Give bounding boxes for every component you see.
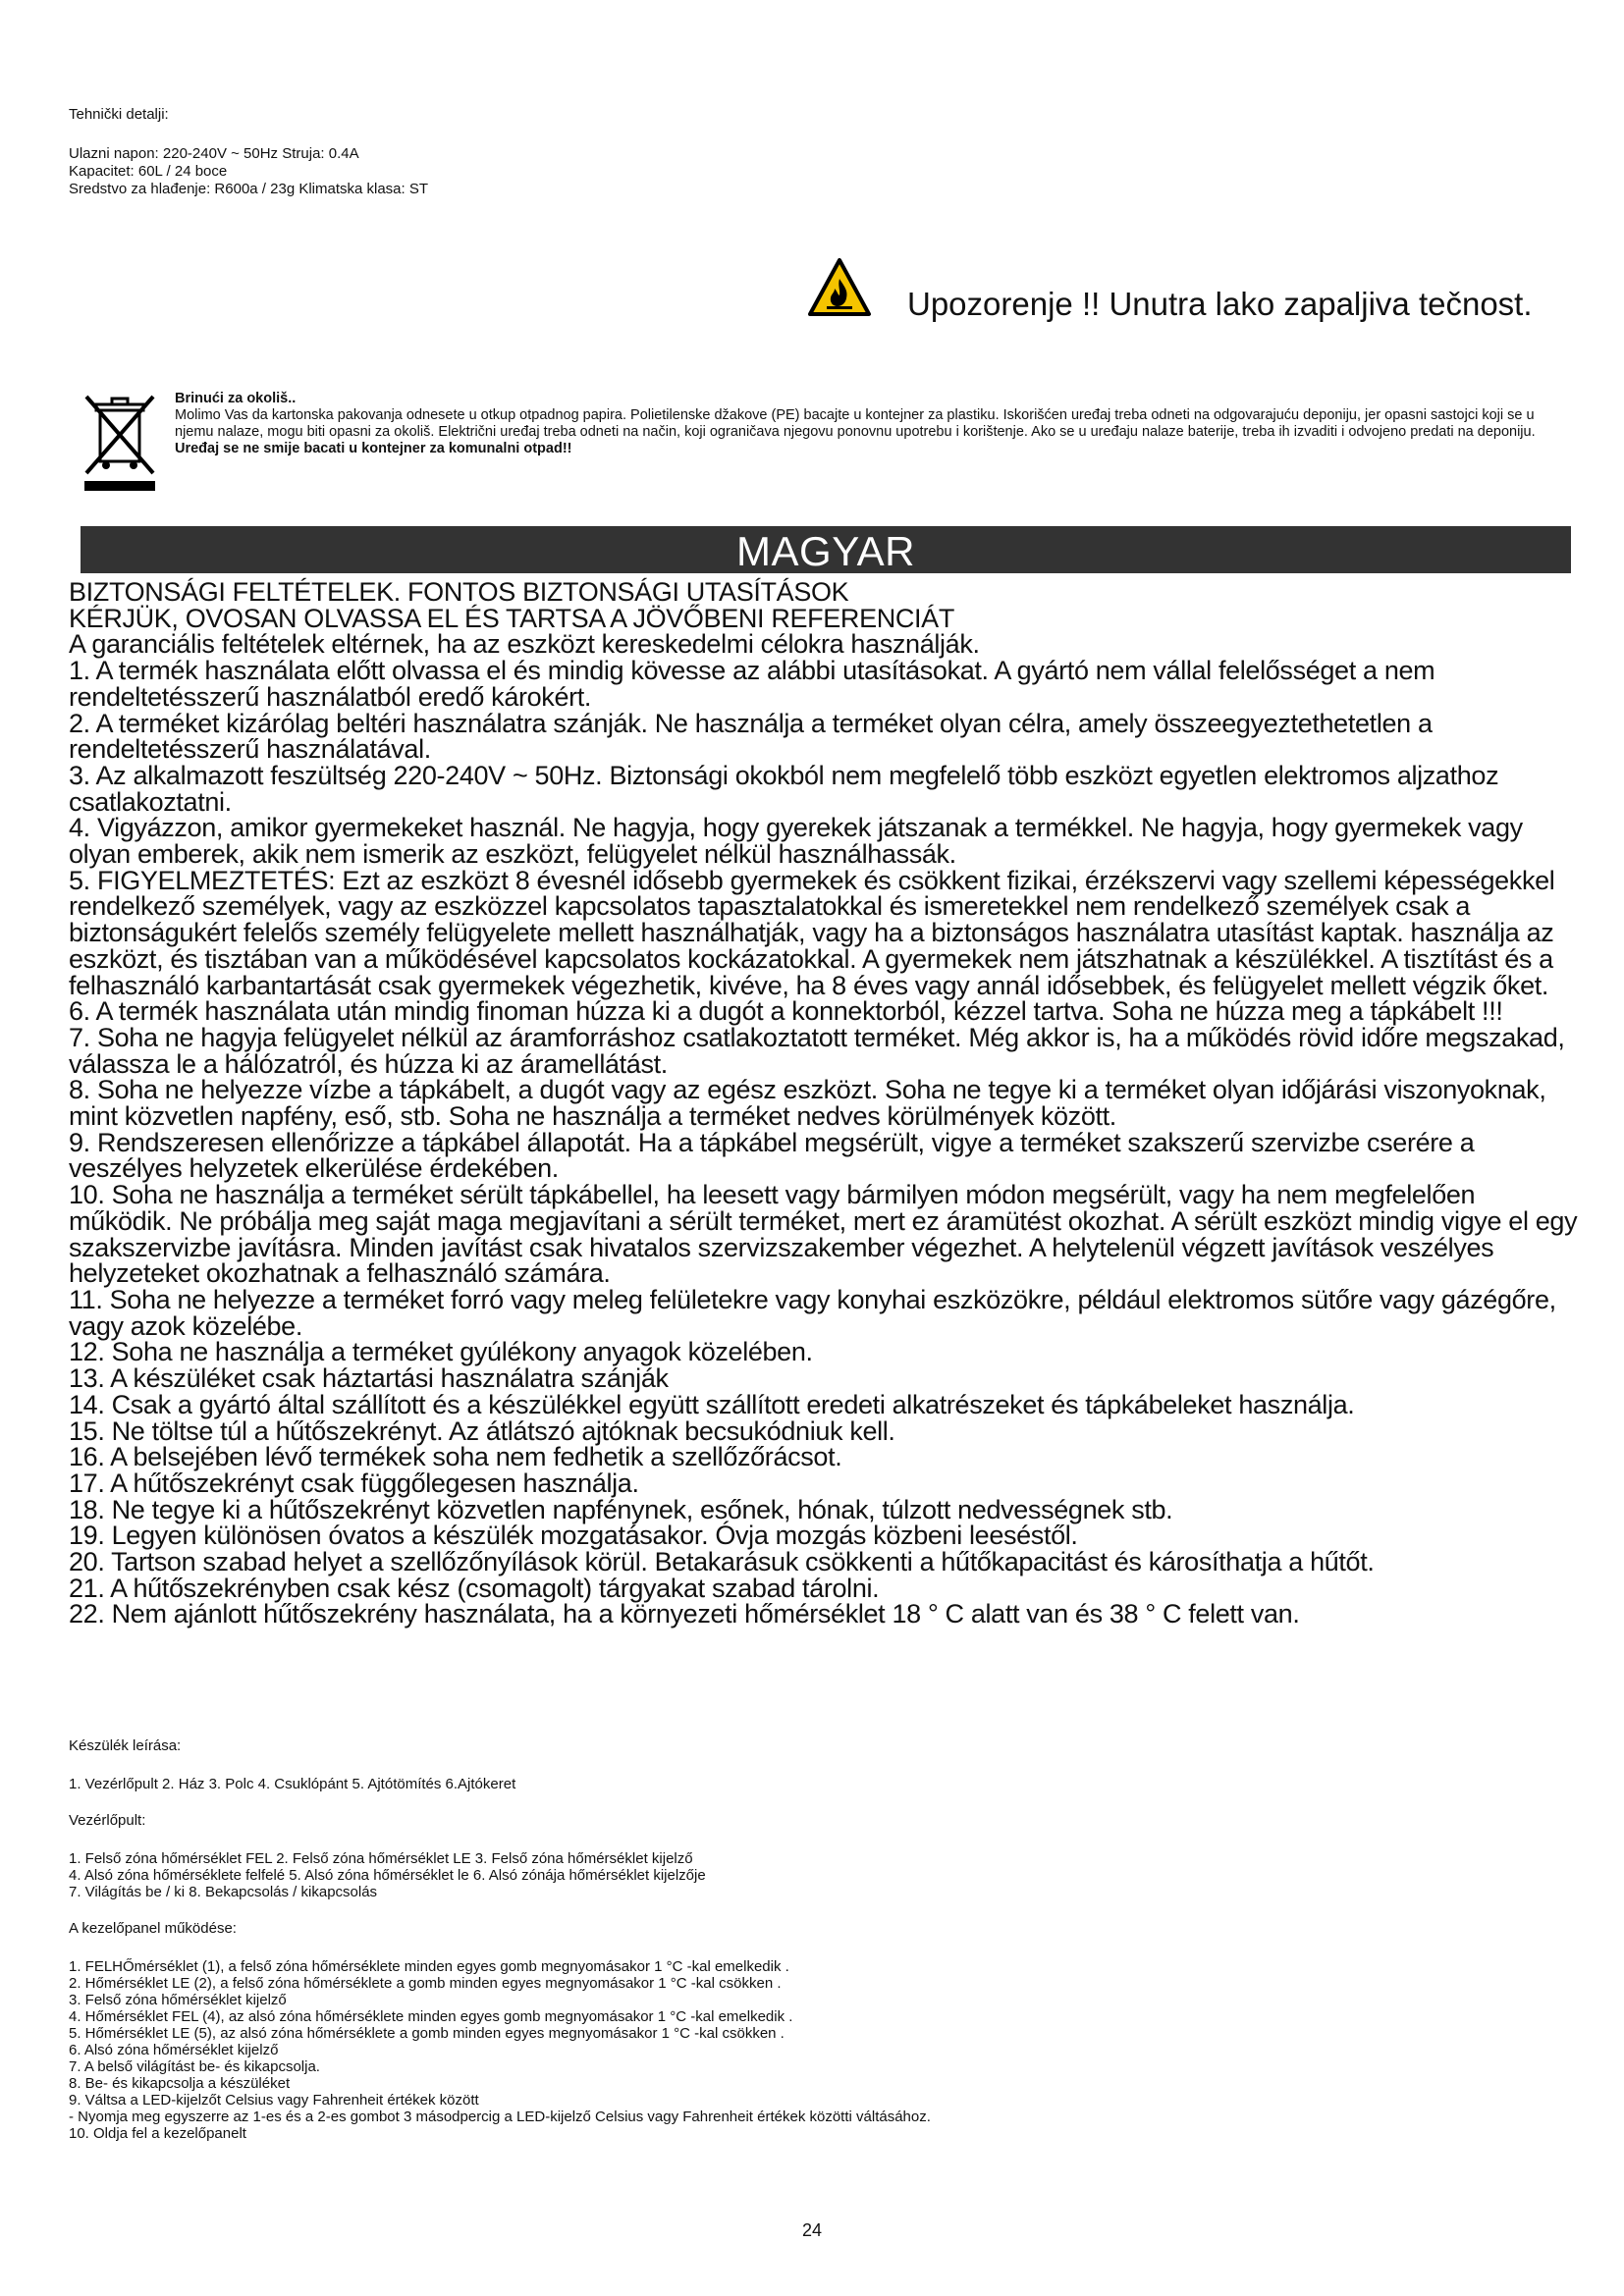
safety-item: 9. Rendszeresen ellenőrizze a tápkábel állapotát. Ha a tápkábel megsérült, vigye a terméket szakszerű szervizbe cserére a veszélyes helyzetek elkerülése érdekében. bbox=[69, 1127, 1475, 1184]
safety-item: 14. Csak a gyártó által szállított és a készülékkel együtt szállított eredeti alkatrészeket és tápkábeleket használja. bbox=[69, 1389, 1355, 1419]
operation-item: - Nyomja meg egyszerre az 1-es és a 2-es gombot 3 másodpercig a LED-kijelző Celsius vagy Fahrenheit értékek közötti váltásához. bbox=[69, 2109, 931, 2125]
technical-details bbox=[69, 106, 428, 198]
operation-item: 2. Hőmérséklet LE (2), a felső zóna hőmérséklete a gomb minden egyes megnyomásakor 1 °C -kal csökken . bbox=[69, 1975, 782, 1992]
device-description-label: Készülék leírása: bbox=[69, 1737, 182, 1754]
control-panel-line: 7. Világítás be / ki 8. Bekapcsolás / kikapcsolás bbox=[69, 1884, 378, 1900]
operation-item: 3. Felső zóna hőmérséklet kijelző bbox=[69, 1992, 287, 2008]
technical-line: Ulazni napon: 220-240V ~ 50Hz Struja: 0.4A bbox=[69, 145, 359, 162]
safety-item: 15. Ne töltse túl a hűtőszekrényt. Az átlátszó ajtóknak becsukódniuk kell. bbox=[69, 1415, 895, 1446]
device-parts: 1. Vezérlőpult 2. Ház 3. Polc 4. Csuklópánt 5. Ajtótömítés 6.Ajtókeret bbox=[69, 1776, 516, 1792]
safety-item: 20. Tartson szabad helyet a szellőzőnyílások körül. Betakarásuk csökkenti a hűtőkapacitást és károsíthatja a hűtőt. bbox=[69, 1547, 1375, 1577]
safety-instructions bbox=[69, 579, 1581, 1628]
safety-item: 8. Soha ne helyezze vízbe a tápkábelt, a dugót vagy az egész eszközt. Soha ne tegye ki a terméket olyan időjárási viszonyoknak, mint közvetlen napfény, eső, stb. Soha ne használja a terméket nedves körülmények között. bbox=[69, 1075, 1546, 1132]
safety-item: 3. Az alkalmazott feszültség 220-240V ~ 50Hz. Biztonsági okokból nem megfelelő több eszközt egyetlen elektromos aljzathoz csatlakoztatni. bbox=[69, 760, 1499, 817]
safety-heading: BIZTONSÁGI FELTÉTELEK. FONTOS BIZTONSÁGI UTASÍTÁSOK bbox=[69, 577, 849, 607]
operation-label: A kezelőpanel működése: bbox=[69, 1920, 237, 1937]
page-number: 24 bbox=[801, 2220, 823, 2240]
safety-item: 21. A hűtőszekrényben csak kész (csomagolt) tárgyakat szabad tárolni. bbox=[69, 1573, 880, 1603]
technical-line: Kapacitet: 60L / 24 boce bbox=[69, 163, 228, 180]
operation-item: 7. A belső világítást be- és kikapcsolja. bbox=[69, 2058, 320, 2075]
disposal-notice bbox=[81, 391, 1573, 499]
safety-item: 16. A belsejében lévő termékek soha nem fedhetik a szellőzőrácsot. bbox=[69, 1442, 842, 1472]
safety-item: 17. A hűtőszekrényt csak függőlegesen használja. bbox=[69, 1468, 639, 1498]
device-description bbox=[69, 1737, 1542, 2142]
control-panel-line: 1. Felső zóna hőmérséklet FEL 2. Felső zóna hőmérséklet LE 3. Felső zóna hőmérséklet kijelző bbox=[69, 1850, 693, 1867]
operation-item: 8. Be- és kikapcsolja a készüléket bbox=[69, 2075, 291, 2092]
technical-title: Tehnički detalji: bbox=[69, 106, 169, 123]
operation-item: 10. Oldja fel a kezelőpanelt bbox=[69, 2125, 246, 2142]
section-banner bbox=[81, 526, 1571, 573]
safety-item: 18. Ne tegye ki a hűtőszekrényt közvetlen napfénynek, esőnek, hónak, túlzott nedvességnek stb. bbox=[69, 1494, 1173, 1524]
safety-item: 13. A készüléket csak háztartási használatra szánják bbox=[69, 1363, 669, 1394]
safety-item: 12. Soha ne használja a terméket gyúlékony anyagok közelében. bbox=[69, 1337, 813, 1367]
disposal-title: Brinući za okoliš.. bbox=[175, 391, 297, 406]
operation-item: 5. Hőmérséklet LE (5), az alsó zóna hőmérséklete a gomb minden egyes megnyomásakor 1 °C -kal csökken . bbox=[69, 2025, 785, 2042]
operation-item: 9. Váltsa a LED-kijelzőt Celsius vagy Fahrenheit értékek között bbox=[69, 2092, 479, 2109]
safety-item: 4. Vigyázzon, amikor gyermekeket használ. Ne hagyja, hogy gyerekek játszanak a termékkel. Ne hagyja, hogy gyermekek vagy olyan emberek, akik nem ismerik az eszközt, felügyelet nélkül használhassák. bbox=[69, 813, 1523, 870]
safety-intro: A garanciális feltételek eltérnek, ha az eszközt kereskedelmi célokra használják. bbox=[69, 629, 980, 660]
operation-item: 6. Alsó zóna hőmérséklet kijelző bbox=[69, 2042, 279, 2058]
safety-item: 6. A termék használata után mindig finoman húzza ki a dugót a konnektorból, kézzel tartva. Soha ne húzza meg a tápkábelt !!! bbox=[69, 996, 1503, 1027]
operation-item: 4. Hőmérséklet FEL (4), az alsó zóna hőmérséklete minden egyes gomb megnyomásakor 1 °C -kal emelkedik . bbox=[69, 2008, 793, 2025]
disposal-text bbox=[175, 391, 1571, 457]
control-panel-line: 4. Alsó zóna hőmérséklete felfelé 5. Alsó zóna hőmérséklet le 6. Alsó zónája hőmérséklet kijelzője bbox=[69, 1867, 706, 1884]
safety-item: 7. Soha ne hagyja felügyelet nélkül az áramforráshoz csatlakoztatott terméket. Még akkor is, ha a működés rövid időre megszakad, válassza le a hálózatról, és húzza ki az áramellátást. bbox=[69, 1022, 1565, 1079]
flammable-warning bbox=[807, 257, 1583, 322]
section-title: MAGYAR bbox=[736, 528, 915, 574]
safety-item: 19. Legyen különösen óvatos a készülék mozgatásakor. Óvja mozgás közbeni leeséstől. bbox=[69, 1521, 1078, 1551]
disposal-final: Uređaj se ne smije bacati u kontejner za komunalni otpad!! bbox=[175, 441, 572, 456]
crossed-out-bin-icon bbox=[81, 391, 159, 494]
technical-line: Sredstvo za hlađenje: R600a / 23g Klimatska klasa: ST bbox=[69, 181, 429, 197]
safety-item: 11. Soha ne helyezze a terméket forró vagy meleg felületekre vagy konyhai eszközökre, például elektromos sütőre vagy gázégőre, vagy azok közelébe. bbox=[69, 1284, 1556, 1341]
safety-heading: KÉRJÜK, OVOSAN OLVASSA EL ÉS TARTSA A JÖVŐBENI REFERENCIÁT bbox=[69, 603, 954, 633]
warning-text: Upozorenje !! Unutra lako zapaljiva tečnost. bbox=[907, 286, 1533, 322]
flammable-warning-icon bbox=[807, 257, 872, 318]
control-panel-label: Vezérlőpult: bbox=[69, 1812, 146, 1829]
disposal-body: Molimo Vas da kartonska pakovanja odnesete u otkup otpadnog papira. Polietilenske džakove (PE) bacajte u kontejner za plastiku. Iskorišćen uređaj treba odneti na odgovarajuću deponiju, jer opasni sastojci koji se u njemu nalaze, mogu biti opasni za okoliš. Električni uređaj treba odneti na način, koji ograničava njegovu ponovnu upotrebu i korištenje. Ako se u uređaju nalaze baterije, treba ih izvaditi i odvojeno predati na deponiju. bbox=[175, 407, 1536, 440]
operation-item: 1. FELHŐmérséklet (1), a felső zóna hőmérséklete minden egyes gomb megnyomásakor 1 °C -kal emelkedik . bbox=[69, 1958, 789, 1975]
safety-item: 22. Nem ajánlott hűtőszekrény használata, ha a környezeti hőmérséklet 18 ° C alatt van és 38 ° C felett van. bbox=[69, 1599, 1300, 1629]
safety-item: 5. FIGYELMEZTETÉS: Ezt az eszközt 8 évesnél idősebb gyermekek és csökkent fizikai, érzékszervi vagy szellemi képességekkel rendelkező személyek, vagy az eszközzel kapcsolatos tapasztalatokkal és ismeretekkel nem rendelkező személyek csak a biztonságukért felelős személy felügyelete mellett használhatják, vagy ha a biztonságos használatra utasítást kaptak. használja az eszközt, és tisztában van a működésével kapcsolatos kockázatokkal. A gyermekek nem játszhatnak a készülékkel. A tisztítást és a felhasználó karbantartását csak gyermekek végezhetik, kivéve, ha 8 éves vagy annál idősebbek, és felügyelet mellett végzik őket. bbox=[69, 865, 1555, 1000]
safety-item: 10. Soha ne használja a terméket sérült tápkábellel, ha leesett vagy bármilyen módon megsérült, vagy ha nem megfelelően működik. Ne próbálja meg saját maga megjavítani a sérült terméket, mert ez áramütést okozhat. A sérült eszközt mindig vigye el egy szakszervizbe javításra. Minden javítást csak hivatalos szervizszakember végezhet. A helytelenül végzett javítások veszélyes helyzeteket okozhatnak a felhasználó számára. bbox=[69, 1180, 1578, 1289]
safety-item: 1. A termék használata előtt olvassa el és mindig kövesse az alábbi utasításokat. A gyártó nem vállal felelősséget a nem rendeltetésszerű használatból eredő károkért. bbox=[69, 656, 1435, 712]
safety-item: 2. A terméket kizárólag beltéri használatra szánják. Ne használja a terméket olyan célra, amely összeegyeztethetetlen a rendeltetésszerű használatával. bbox=[69, 708, 1433, 765]
